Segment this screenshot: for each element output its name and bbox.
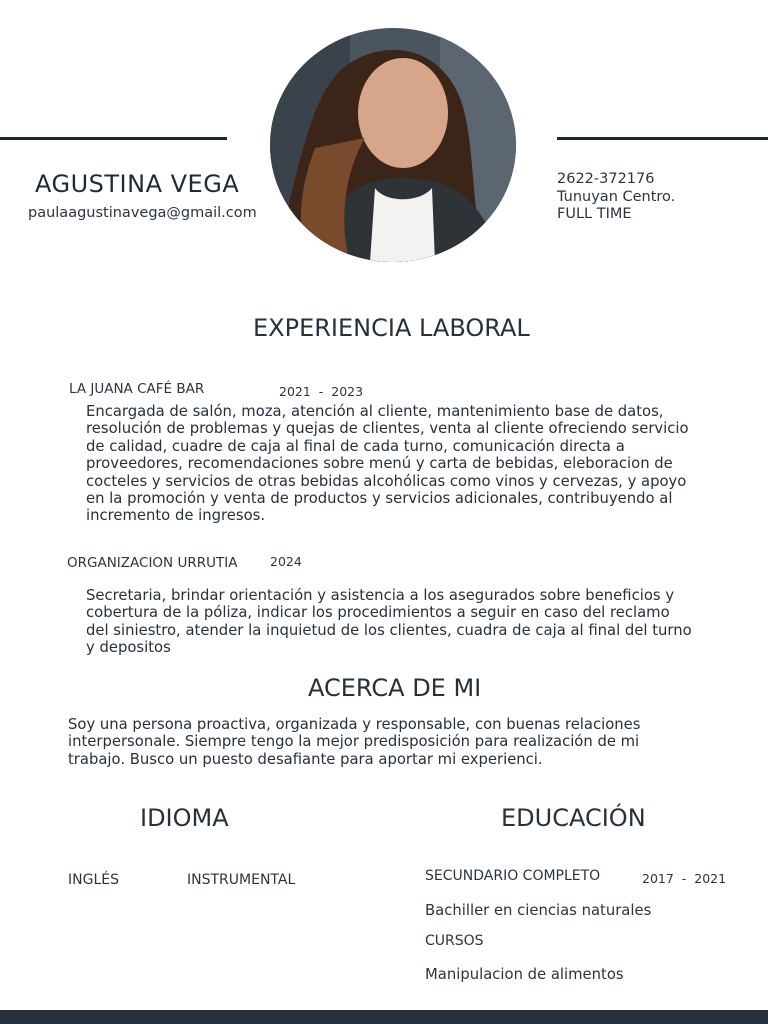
- candidate-name: AGUSTINA VEGA: [35, 170, 240, 198]
- description-line: Encargada de salón, moza, atención al cliente, mantenimiento base de datos,: [86, 403, 664, 420]
- about-line: Soy una persona proactiva, organizada y responsable, con buenas relaciones: [68, 716, 641, 733]
- email-address: paulaagustinavega@gmail.com: [28, 205, 257, 221]
- description-line: de calidad, cuadre de caja al final de cada turno, comunicación directa a: [86, 437, 625, 455]
- description-line: resolución de problemas y quejas de clientes, venta al cliente ofreciendo servicio: [86, 420, 689, 438]
- about-line: interpersonale. Siempre tengo la mejor predisposición para realización de mi: [68, 733, 640, 751]
- education-heading: EDUCACIÓN: [501, 804, 646, 832]
- phone-number: 2622-372176: [557, 171, 655, 187]
- job-description: [86, 403, 736, 525]
- job-title: ORGANIZACION URRUTIA: [67, 555, 238, 571]
- job-dates: 2021 - 2023: [279, 384, 364, 399]
- about-heading: ACERCA DE MI: [308, 674, 482, 702]
- location-text: Tunuyan Centro.: [557, 189, 676, 205]
- availability-text: FULL TIME: [557, 206, 632, 222]
- languages-heading: IDIOMA: [140, 804, 229, 832]
- profile-photo: [270, 28, 516, 262]
- description-line: cobertura de la póliza, indicar los procedimientos a seguir en caso del reclamo: [86, 604, 670, 622]
- description-line: del siniestro, atender la inquietud de los clientes, cuadra de caja al final del turno: [86, 621, 692, 639]
- description-line: y depositos: [86, 639, 171, 657]
- header-right-rule: [557, 137, 768, 140]
- about-line: trabajo. Busco un puesto desafiante para aportar mi experienci.: [68, 750, 543, 768]
- job-description: [86, 587, 746, 657]
- course-item: Manipulacion de alimentos: [425, 966, 624, 983]
- job-title: LA JUANA CAFÉ BAR: [69, 381, 205, 397]
- footer-bar: [0, 1010, 768, 1024]
- header-left-rule: [0, 137, 227, 140]
- courses-label: CURSOS: [425, 933, 484, 949]
- job-dates: 2024: [270, 554, 302, 569]
- about-text: [68, 716, 728, 768]
- experience-heading: EXPERIENCIA LABORAL: [253, 314, 530, 342]
- degree-dates: 2017 - 2021: [642, 871, 727, 886]
- degree-title: SECUNDARIO COMPLETO: [425, 868, 601, 884]
- description-line: Secretaria, brindar orientación y asistencia a los asegurados sobre beneficios y: [86, 587, 675, 604]
- description-line: proveedores, recomendaciones sobre menú y carta de bebidas, eleboracion de: [86, 455, 673, 473]
- description-line: cocteles y servicios de otras bebidas alcohólicas como vinos y cervezas, y apoyo: [86, 472, 687, 490]
- language-level: INSTRUMENTAL: [187, 872, 296, 888]
- description-line: en la promoción y venta de productos y servicios adicionales, contribuyendo al: [86, 490, 673, 508]
- degree-detail: Bachiller en ciencias naturales: [425, 902, 652, 919]
- description-line: incremento de ingresos.: [86, 507, 266, 525]
- language-name: INGLÉS: [68, 872, 119, 888]
